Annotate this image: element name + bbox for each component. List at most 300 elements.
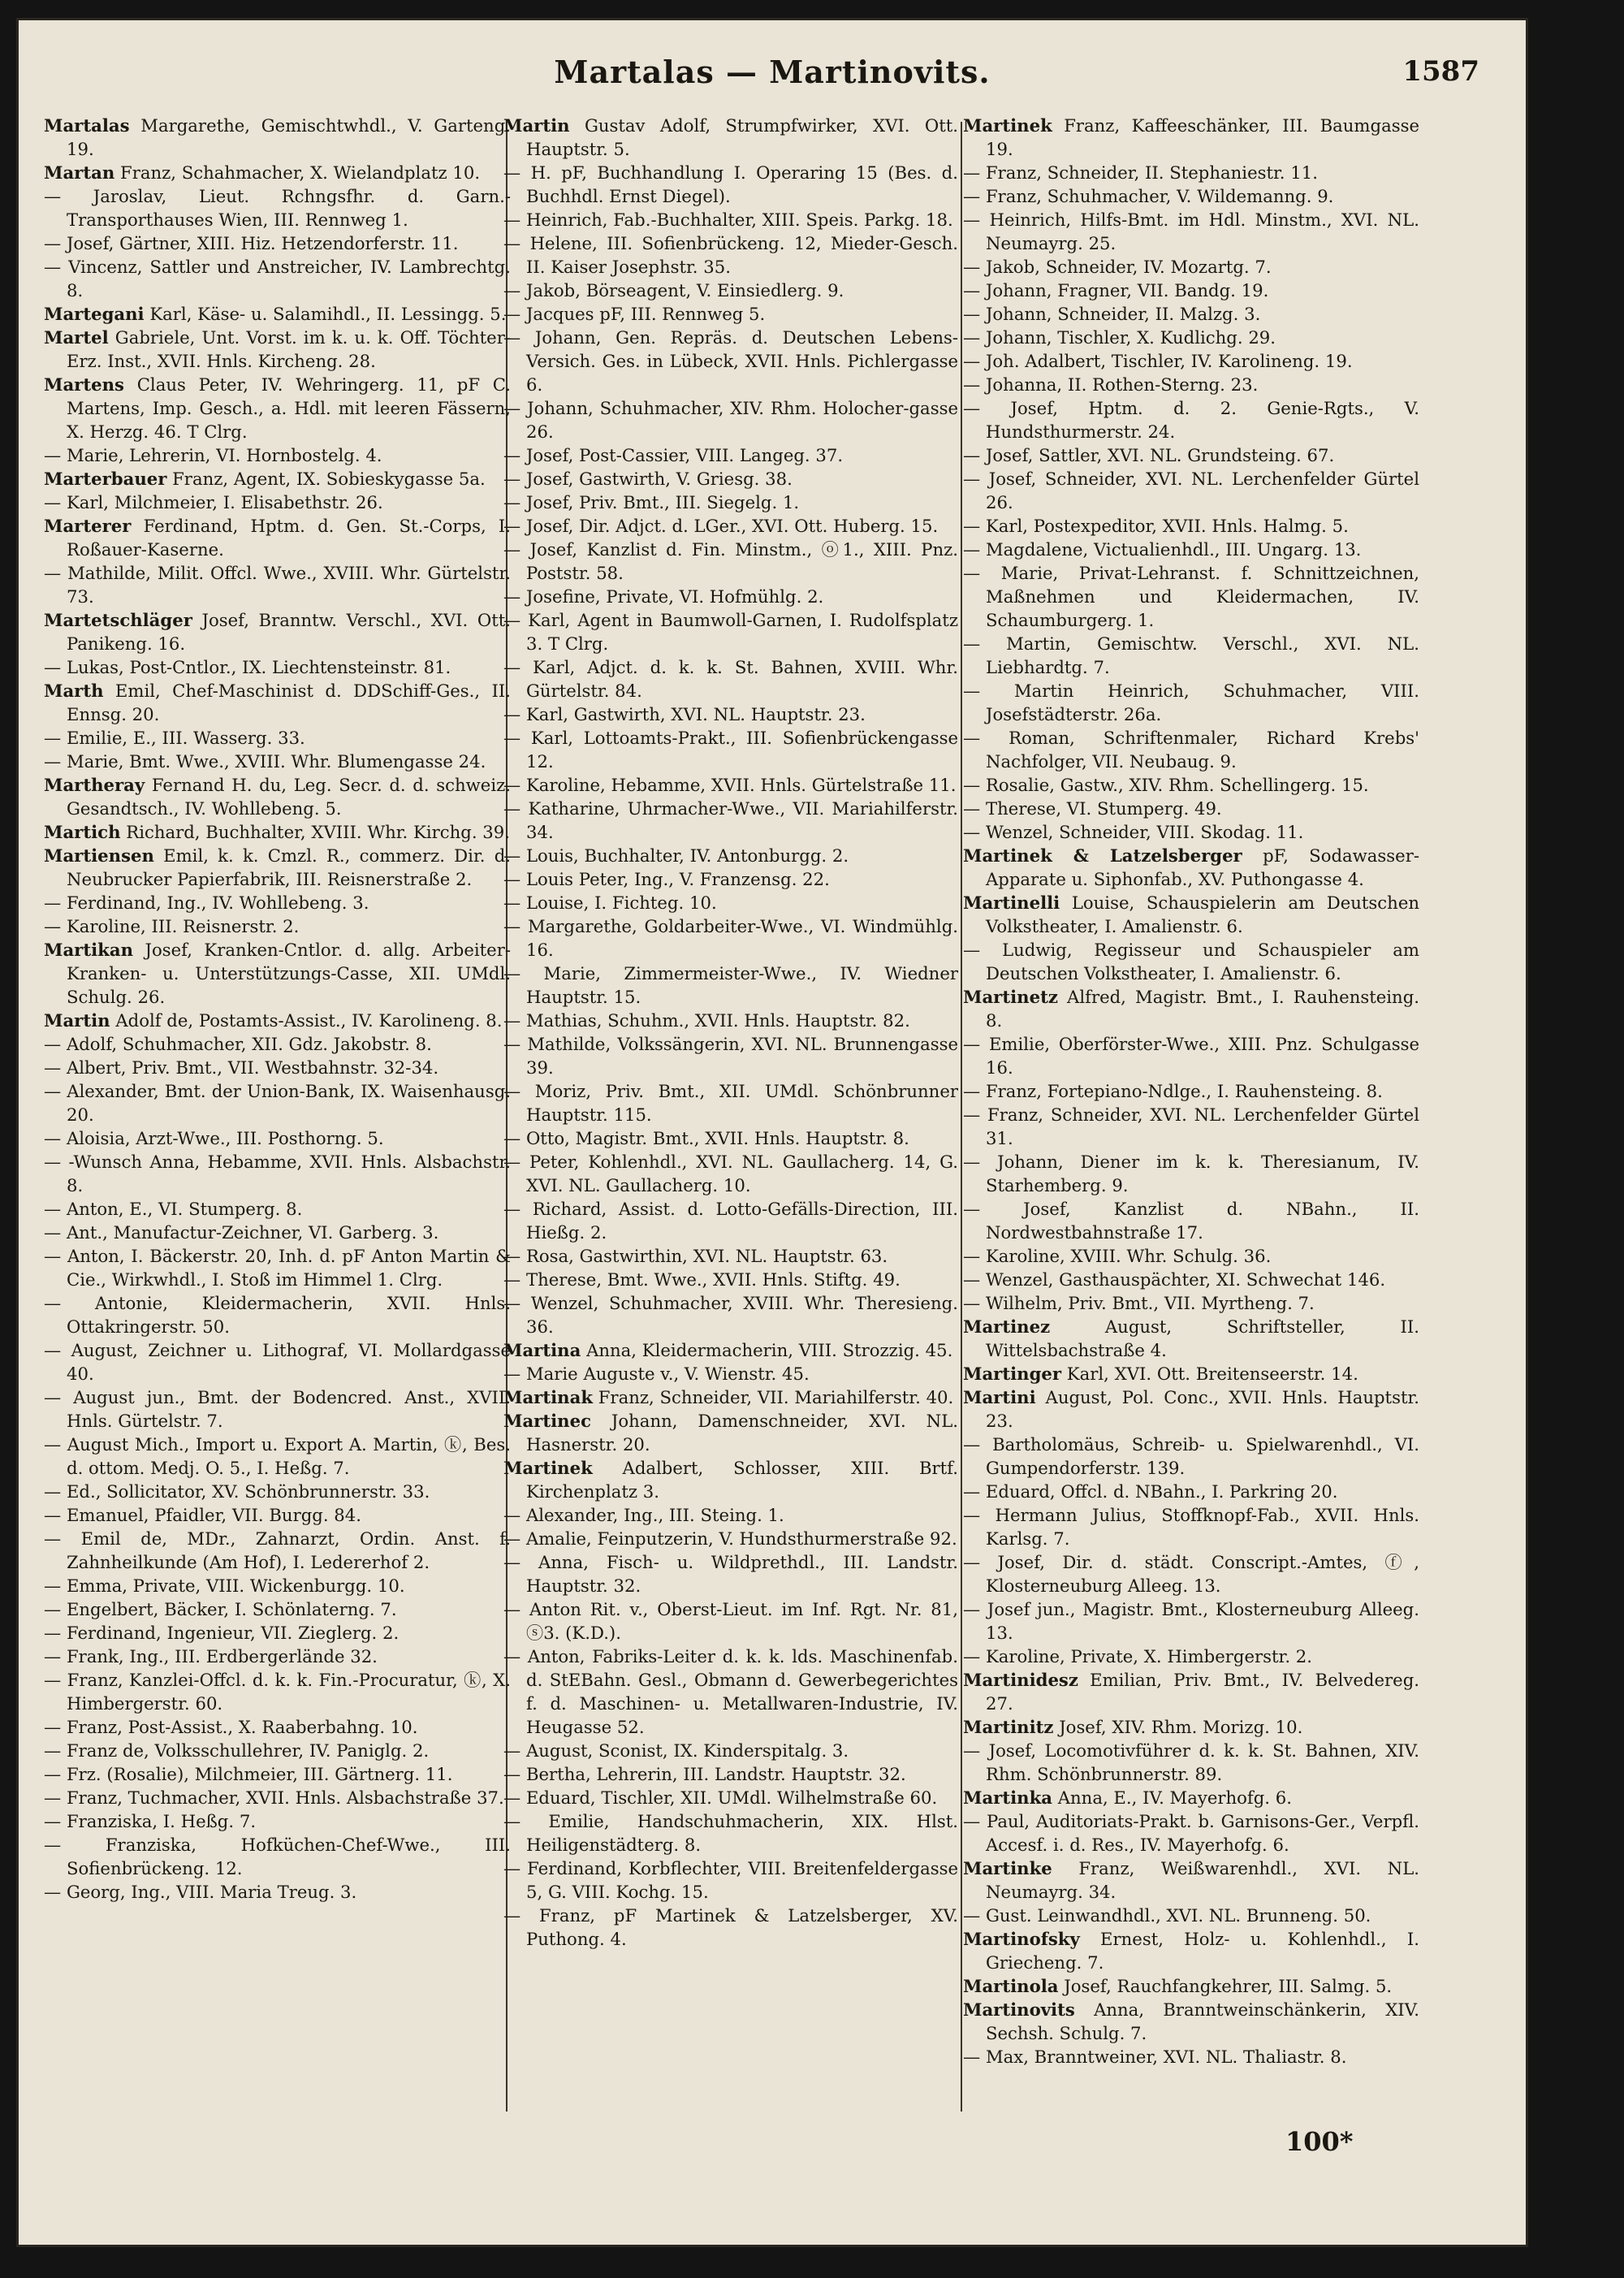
entry-text: Karl, Agent in Baumwoll-Garnen, I. Rudolfsplatz 3. T Clrg. [526, 610, 958, 654]
directory-subentry [503, 443, 958, 467]
directory-subentry [44, 1385, 511, 1433]
directory-subentry [44, 655, 511, 679]
entry-surname: Martin [44, 1010, 110, 1031]
entry-text: Franz, Schneider, VII. Mariahilferstr. 40. [593, 1387, 954, 1407]
entry-text: Moriz, Priv. Bmt., XII. UMdl. Schönbrunner Hauptstr. 115. [526, 1081, 958, 1125]
column-1 [44, 114, 511, 2128]
directory-subentry [963, 396, 1419, 443]
entry-text: Alexander, Ing., III. Steing. 1. [525, 1505, 784, 1525]
entry-text: August, Sconist, IX. Kinderspitalg. 3. [525, 1740, 849, 1761]
directory-subentry [963, 561, 1419, 632]
entry-text: Mathilde, Volkssängerin, XVI. NL. Brunnengasse 39. [526, 1034, 958, 1078]
directory-subentry [44, 1150, 511, 1197]
entry-text: Josef, Branntw. Verschl., XVI. Ott. Panikeng. 16. [67, 610, 511, 654]
directory-subentry [44, 1668, 511, 1715]
entry-surname: Martetschläger [44, 610, 192, 630]
entry-text: Emilian, Priv. Bmt., IV. Belvedereg. 27. [986, 1670, 1419, 1714]
directory-entry [503, 114, 958, 161]
entry-surname: Martan [44, 162, 115, 183]
entry-text: Karl, Adjct. d. k. k. St. Bahnen, XVIII. Whr. Gürtelstr. 84. [526, 657, 958, 701]
entry-text: Wenzel, Gasthauspächter, XI. Schwechat 146. [985, 1269, 1386, 1290]
directory-subentry [44, 1786, 511, 1809]
directory-subentry [44, 1809, 511, 1833]
directory-subentry [963, 820, 1419, 844]
entry-surname: Martinek & Latzelsberger [963, 845, 1242, 866]
directory-subentry [503, 914, 958, 962]
directory-subentry [44, 1762, 511, 1786]
directory-subentry [503, 844, 958, 867]
entry-text: August jun., Bmt. der Bodencred. Anst., XVII. Hnls. Gürtelstr. 7. [67, 1387, 511, 1431]
entry-text: Otto, Magistr. Bmt., XVII. Hnls. Hauptstr. 8. [525, 1128, 909, 1148]
entry-text: Engelbert, Bäcker, I. Schönlaterng. 7. [66, 1599, 397, 1619]
entry-text: Josef, Rauchfangkehrer, III. Salmg. 5. [1058, 1976, 1393, 1996]
entry-text: Antonie, Kleidermacherin, XVII. Hnls. Ottakringerstr. 50. [67, 1293, 511, 1337]
entry-text: Martin, Gemischtw. Verschl., XVI. NL. Liebhardtg. 7. [986, 633, 1419, 677]
directory-entry [503, 1409, 958, 1456]
entry-text: Gabriele, Unt. Vorst. im k. u. k. Off. Töchter-Erz. Inst., XVII. Hnls. Kircheng. 28. [67, 327, 511, 371]
entry-surname: Martinitz [963, 1717, 1054, 1737]
directory-entry [503, 1385, 958, 1409]
entry-text: Ludwig, Regisseur und Schauspieler am Deutschen Volkstheater, I. Amalienstr. 6. [986, 940, 1419, 983]
entry-text: Adalbert, Schlosser, XIII. Brtf. Kirchenplatz 3. [526, 1458, 958, 1502]
directory-subentry [503, 1291, 958, 1338]
directory-subentry [503, 514, 958, 538]
entry-text: Ferdinand, Ingenieur, VII. Zieglerg. 2. [66, 1623, 400, 1643]
directory-subentry [963, 1480, 1419, 1503]
entry-text: Josef, Gastwirth, V. Griesg. 38. [525, 469, 793, 489]
directory-subentry [963, 773, 1419, 797]
entry-text: Jacques pF, III. Rennweg 5. [525, 304, 766, 324]
entry-text: Johann, Schuhmacher, XIV. Rhm. Holocher-gasse 26. [526, 398, 958, 442]
entry-text: Josef, XIV. Rhm. Morizg. 10. [1053, 1717, 1303, 1737]
entry-surname: Martinak [503, 1387, 593, 1407]
entry-text: Jaroslav, Lieut. Rchngsfhr. d. Garn.-Transporthauses Wien, III. Rennweg 1. [67, 186, 511, 230]
entry-text: Anton, Fabriks-Leiter d. k. k. lds. Maschinenfab. d. StEBahn. Gesl., Obmann d. Gewerbegerichtes f. d. Maschinen- u. Metallwaren-Industrie, IV. Heugasse 52. [526, 1646, 958, 1737]
entry-text: Franz, Kanzlei-Offcl. d. k. k. Fin.-Procuratur, ⓚ, X. Himbergerstr. 60. [67, 1670, 511, 1714]
directory-subentry [503, 655, 958, 702]
entry-text: Margarethe, Gemischtwhdl., V. Garteng. 19. [67, 115, 511, 159]
directory-entry [44, 1009, 511, 1032]
entry-text: Josef, Schneider, XVI. NL. Lerchenfelder Gürtel 26. [986, 469, 1419, 512]
directory-subentry [44, 1338, 511, 1385]
entry-text: Josef, Priv. Bmt., III. Siegelg. 1. [525, 492, 800, 512]
entry-text: Bartholomäus, Schreib- u. Spielwarenhdl., VI. Gumpendorferstr. 139. [986, 1434, 1419, 1478]
directory-subentry [44, 1126, 511, 1150]
directory-entry [44, 820, 511, 844]
running-head [16, 54, 1528, 102]
directory-subentry [503, 962, 958, 1009]
entry-text: Amalie, Feinputzerin, V. Hundsthurmerstraße 92. [525, 1528, 957, 1549]
entry-text: Georg, Ing., VIII. Maria Treug. 3. [66, 1882, 357, 1902]
entry-text: Josef, Dir. d. städt. Conscript.-Amtes, ⓕ, Klosterneuburg Alleeg. 13. [986, 1552, 1419, 1596]
entry-text: Helene, III. Sofienbrückeng. 12, Mieder-Gesch. II. Kaiser Josephstr. 35. [526, 233, 958, 277]
directory-subentry [44, 231, 511, 255]
entry-text: Karoline, Private, X. Himbergerstr. 2. [985, 1646, 1313, 1666]
entry-text: Emilie, E., III. Wasserg. 33. [66, 728, 305, 748]
entry-text: August, Schriftsteller, II. Wittelsbachstraße 4. [986, 1316, 1419, 1360]
entry-surname: Marterbauer [44, 469, 167, 489]
directory-entry [963, 1974, 1419, 1998]
directory-subentry [44, 1197, 511, 1221]
entry-text: Adolf de, Postamts-Assist., IV. Karolineng. 8. [110, 1010, 503, 1031]
entry-text: Max, Branntweiner, XVI. NL. Thaliastr. 8. [985, 2047, 1347, 2067]
directory-subentry [44, 443, 511, 467]
entry-text: Bertha, Lehrerin, III. Landstr. Hauptstr. 32. [525, 1764, 906, 1784]
directory-entry [963, 1857, 1419, 1904]
entry-text: Josefine, Private, VI. Hofmühlg. 2. [525, 586, 824, 607]
directory-subentry [963, 514, 1419, 538]
directory-entry [963, 1715, 1419, 1739]
entry-text: Ant., Manufactur-Zeichner, VI. Garberg. 3. [66, 1222, 439, 1243]
entry-text: Eduard, Tischler, XII. UMdl. Wilhelmstraße 60. [525, 1787, 938, 1808]
directory-subentry [963, 632, 1419, 679]
entry-text: Jakob, Börseagent, V. Einsiedlerg. 9. [525, 280, 844, 300]
entry-text: Katharine, Uhrmacher-Wwe., VII. Mariahilferstr. 34. [526, 798, 958, 842]
directory-subentry [44, 1032, 511, 1056]
entry-text: Albert, Priv. Bmt., VII. Westbahnstr. 32-34. [66, 1057, 439, 1078]
entry-surname: Martinelli [963, 893, 1060, 913]
directory-subentry [503, 608, 958, 655]
directory-subentry [963, 679, 1419, 726]
directory-entry [44, 773, 511, 820]
column-2 [503, 114, 958, 2128]
entry-text: Josef, Hptm. d. 2. Genie-Rgts., V. Hundsthurmerstr. 24. [986, 398, 1419, 442]
directory-page [16, 18, 1528, 2247]
entry-text: Karoline, XVIII. Whr. Schulg. 36. [985, 1246, 1272, 1266]
entry-surname: Martinec [503, 1411, 591, 1431]
directory-subentry [44, 255, 511, 302]
directory-subentry [963, 538, 1419, 561]
directory-subentry [963, 255, 1419, 279]
entry-text: Marie, Zimmermeister-Wwe., IV. Wiedner Hauptstr. 15. [526, 963, 958, 1007]
directory-subentry [503, 1197, 958, 1244]
entry-text: Claus Peter, IV. Wehringerg. 11, pF C. Martens, Imp. Gesch., a. Hdl. mit leeren Fässern, X. Herzg. 46. T Clrg. [67, 374, 511, 442]
directory-subentry [963, 349, 1419, 373]
entry-text: Rosalie, Gastw., XIV. Rhm. Schellingerg. 15. [985, 775, 1369, 795]
entry-text: Marie Auguste v., V. Wienstr. 45. [525, 1364, 810, 1384]
entry-text: Martin Heinrich, Schuhmacher, VIII. Josefstädterstr. 26a. [986, 681, 1419, 724]
directory-entry [44, 514, 511, 561]
directory-subentry [963, 1809, 1419, 1857]
entry-text: Franz, Schahmacher, X. Wielandplatz 10. [114, 162, 481, 183]
directory-subentry [44, 1480, 511, 1503]
entry-surname: Martikan [44, 940, 133, 960]
directory-subentry [44, 1880, 511, 1904]
directory-entry [44, 161, 511, 184]
entry-text: Johann, Schneider, II. Malzg. 3. [985, 304, 1261, 324]
entry-text: Josef, Kanzlist d. NBahn., II. Nordwestbahnstraße 17. [986, 1199, 1419, 1243]
entry-text: Josef, Post-Cassier, VIII. Langeg. 37. [525, 445, 844, 465]
entry-text: Johann, Fragner, VII. Bandg. 19. [985, 280, 1269, 300]
directory-subentry [503, 1362, 958, 1385]
directory-subentry [503, 302, 958, 326]
entry-text: Lukas, Post-Cntlor., IX. Liechtensteinstr. 81. [66, 657, 451, 677]
directory-subentry [963, 938, 1419, 985]
entry-text: Karl, Milchmeier, I. Elisabethstr. 26. [66, 492, 383, 512]
entry-text: Aloisia, Arzt-Wwe., III. Posthorng. 5. [66, 1128, 384, 1148]
entry-text: Franz, Kaffeeschänker, III. Baumgasse 19. [986, 115, 1419, 159]
entry-text: Eduard, Offcl. d. NBahn., I. Parkring 20. [985, 1481, 1338, 1502]
entry-text: Josef jun., Magistr. Bmt., Klosterneuburg Alleeg. 13. [986, 1599, 1419, 1643]
entry-text: Franz, Post-Assist., X. Raaberbahng. 10. [66, 1717, 418, 1737]
entry-text: Franz, Schneider, II. Stephaniestr. 11. [985, 162, 1318, 183]
entry-surname: Martinola [963, 1976, 1059, 1996]
directory-subentry [963, 1197, 1419, 1244]
entry-surname: Martalas [44, 115, 130, 136]
directory-subentry [503, 538, 958, 585]
directory-subentry [503, 726, 958, 773]
entry-text: Louise, Schauspielerin am Deutschen Volkstheater, I. Amalienstr. 6. [986, 893, 1419, 936]
entry-surname: Martheray [44, 775, 145, 795]
entry-surname: Martiensen [44, 845, 154, 866]
entry-text: Johann, Gen. Repräs. d. Deutschen Lebens-Versich. Ges. in Lübeck, XVII. Hnls. Pichlergasse 6. [526, 327, 958, 395]
entry-text: Ferdinand, Ing., IV. Wohllebeng. 3. [66, 893, 369, 913]
directory-subentry [963, 1904, 1419, 1927]
directory-subentry [963, 1244, 1419, 1268]
directory-subentry [503, 585, 958, 608]
directory-subentry [503, 1009, 958, 1032]
entry-text: Mathias, Schuhm., XVII. Hnls. Hauptstr. 82. [525, 1010, 910, 1031]
directory-subentry [963, 1291, 1419, 1315]
directory-entry [44, 938, 511, 1009]
entry-text: Franz, Agent, IX. Sobieskygasse 5a. [166, 469, 486, 489]
directory-subentry [963, 1079, 1419, 1103]
directory-entry [963, 844, 1419, 891]
directory-subentry [44, 1715, 511, 1739]
directory-subentry [963, 1503, 1419, 1550]
directory-subentry [503, 491, 958, 514]
entry-text: Johann, Diener im k. k. Theresianum, IV. Starhemberg. 9. [986, 1152, 1419, 1195]
entry-text: -Wunsch Anna, Hebamme, XVII. Hnls. Alsbachstr. 8. [67, 1152, 511, 1195]
directory-subentry [963, 373, 1419, 396]
entry-text: Anna, E., IV. Mayerhofg. 6. [1052, 1787, 1292, 1808]
directory-entry [963, 985, 1419, 1032]
directory-entry [44, 326, 511, 373]
entry-text: Frz. (Rosalie), Milchmeier, III. Gärtnerg. 11. [66, 1764, 453, 1784]
entry-text: Karl, Gastwirth, XVI. NL. Hauptstr. 23. [525, 704, 866, 724]
entry-surname: Martinka [963, 1787, 1052, 1808]
entry-text: Josef, Kanzlist d. Fin. Minstm., ⓞ1., XIII. Pnz. Poststr. 58. [526, 539, 958, 583]
directory-subentry [963, 467, 1419, 514]
entry-text: Vincenz, Sattler und Anstreicher, IV. Lambrechtg. 8. [67, 257, 511, 300]
entry-text: Karl, Käse- u. Salamihdl., II. Lessingg. 5. [144, 304, 507, 324]
directory-subentry [963, 302, 1419, 326]
directory-subentry [503, 231, 958, 279]
directory-entry [963, 1927, 1419, 1974]
entry-text: Ferdinand, Korbflechter, VIII. Breitenfeldergasse 5, G. VIII. Kochg. 15. [526, 1858, 958, 1902]
entry-surname: Martegani [44, 304, 145, 324]
directory-subentry [44, 750, 511, 773]
entry-text: Margarethe, Goldarbeiter-Wwe., VI. Windmühlg. 16. [526, 916, 958, 960]
directory-subentry [44, 1645, 511, 1668]
entry-text: Wenzel, Schneider, VIII. Skodag. 11. [985, 822, 1304, 842]
directory-subentry [503, 773, 958, 797]
directory-subentry [44, 1221, 511, 1244]
directory-subentry [963, 1103, 1419, 1150]
directory-subentry [963, 797, 1419, 820]
directory-subentry [503, 1550, 958, 1597]
entry-text: Emilie, Oberförster-Wwe., XIII. Pnz. Schulgasse 16. [986, 1034, 1419, 1078]
directory-subentry [963, 1032, 1419, 1079]
entry-text: Franz, pF Martinek & Latzelsberger, XV. Puthong. 4. [526, 1905, 958, 1949]
entry-text: Emil, Chef-Maschinist d. DDSchiff-Ges., II. Ennsg. 20. [67, 681, 511, 724]
entry-text: Johanna, II. Rothen-Sterng. 23. [985, 374, 1259, 395]
entry-text: Ernest, Holz- u. Kohlenhdl., I. Griecheng. 7. [986, 1929, 1419, 1973]
entry-text: Anton, I. Bäckerstr. 20, Inh. d. pF Anton Martin & Cie., Wirkwhdl., I. Stoß im Himmel 1. Clrg. [67, 1246, 511, 1290]
directory-subentry [44, 1433, 511, 1480]
directory-subentry [503, 326, 958, 396]
entry-text: Anna, Kleidermacherin, VIII. Strozzig. 45. [581, 1340, 953, 1360]
entry-text: Richard, Buchhalter, XVIII. Whr. Kirchg. 39. [120, 822, 510, 842]
entry-text: Emil de, MDr., Zahnarzt, Ordin. Anst. f. Zahnheilkunde (Am Hof), I. Ledererhof 2. [67, 1528, 511, 1572]
directory-subentry [44, 726, 511, 750]
entry-text: Heinrich, Fab.-Buchhalter, XIII. Speis. Parkg. 18. [525, 210, 953, 230]
directory-subentry [963, 279, 1419, 302]
directory-subentry [503, 1032, 958, 1079]
entry-text: August, Zeichner u. Lithograf, VI. Mollardgasse 40. [67, 1340, 511, 1384]
entry-surname: Martini [963, 1387, 1036, 1407]
directory-subentry [503, 467, 958, 491]
entry-text: Adolf, Schuhmacher, XII. Gdz. Jakobstr. 8. [66, 1034, 432, 1054]
entry-text: August, Pol. Conc., XVII. Hnls. Hauptstr. 23. [986, 1387, 1419, 1431]
directory-subentry [44, 891, 511, 914]
entry-text: Marie, Privat-Lehranst. f. Schnittzeichnen, Maßnehmen und Kleidermachen, IV. Schaumburgerg. 1. [986, 563, 1419, 630]
entry-surname: Martinidesz [963, 1670, 1078, 1690]
entry-text: Karoline, III. Reisnerstr. 2. [66, 916, 300, 936]
entry-text: Emma, Private, VIII. Wickenburgg. 10. [66, 1576, 405, 1596]
directory-subentry [503, 702, 958, 726]
directory-subentry [503, 396, 958, 443]
directory-subentry [503, 1079, 958, 1126]
directory-subentry [963, 1597, 1419, 1645]
directory-entry [963, 891, 1419, 938]
entry-text: Josef, Kranken-Cntlor. d. allg. Arbeiter-Kranken- u. Unterstützungs-Casse, XII. UMdl. Schulg. 26. [67, 940, 511, 1007]
entry-text: Hermann Julius, Stoffknopf-Fab., XVII. Hnls. Karlsg. 7. [986, 1505, 1419, 1549]
directory-subentry [503, 1527, 958, 1550]
directory-entry [963, 1786, 1419, 1809]
directory-entry [963, 1385, 1419, 1433]
directory-subentry [503, 1597, 958, 1645]
directory-subentry [44, 1503, 511, 1527]
directory-subentry [503, 161, 958, 208]
entry-text: Marie, Lehrerin, VI. Hornbostelg. 4. [66, 445, 382, 465]
entry-text: Richard, Assist. d. Lotto-Gefälls-Direction, III. Hießg. 2. [526, 1199, 958, 1243]
entry-surname: Martin [503, 115, 570, 136]
directory-entry [963, 1998, 1419, 2045]
entry-text: Karl, XVI. Ott. Breitenseerstr. 14. [1061, 1364, 1358, 1384]
directory-subentry [503, 797, 958, 844]
entry-text: Franziska, I. Heßg. 7. [66, 1811, 257, 1831]
directory-entry [44, 844, 511, 891]
entry-text: Ed., Sollicitator, XV. Schönbrunnerstr. 33. [66, 1481, 430, 1502]
directory-entry [44, 608, 511, 655]
entry-text: Johann, Damenschneider, XVI. NL. Hasnerstr. 20. [526, 1411, 958, 1455]
entry-text: Gustav Adolf, Strumpfwirker, XVI. Ott. Hauptstr. 5. [526, 115, 958, 159]
directory-subentry [963, 1433, 1419, 1480]
entry-text: Johann, Tischler, X. Kudlichg. 29. [985, 327, 1276, 348]
directory-subentry [503, 891, 958, 914]
directory-subentry [44, 1527, 511, 1574]
entry-text: Therese, VI. Stumperg. 49. [985, 798, 1222, 819]
directory-subentry [44, 184, 511, 231]
directory-subentry [963, 1550, 1419, 1597]
directory-subentry [503, 1762, 958, 1786]
directory-subentry [44, 1056, 511, 1079]
column-3 [963, 114, 1419, 2128]
sheet-signature: 100* [1285, 2126, 1354, 2157]
entry-text: Anton, E., VI. Stumperg. 8. [66, 1199, 303, 1219]
entry-text: Magdalene, Victualienhdl., III. Ungarg. 13. [985, 539, 1362, 560]
directory-subentry [963, 208, 1419, 255]
entry-surname: Martinovits [963, 1999, 1075, 2020]
entry-surname: Martel [44, 327, 109, 348]
directory-subentry [503, 1244, 958, 1268]
entry-text: Rosa, Gastwirthin, XVI. NL. Hauptstr. 63. [525, 1246, 888, 1266]
entry-text: Heinrich, Hilfs-Bmt. im Hdl. Minstm., XVI. NL. Neumayrg. 25. [986, 210, 1419, 253]
entry-text: Marie, Bmt. Wwe., XVIII. Whr. Blumengasse 24. [66, 751, 486, 772]
directory-subentry [503, 1739, 958, 1762]
entry-text: Louis Peter, Ing., V. Franzensg. 22. [525, 869, 830, 889]
entry-surname: Martinek [963, 115, 1052, 136]
entry-text: Josef, Sattler, XVI. NL. Grundsteing. 67. [985, 445, 1335, 465]
entry-text: Emanuel, Pfaidler, VII. Burgg. 84. [66, 1505, 361, 1525]
entry-text: Franz, Schneider, XVI. NL. Lerchenfelder Gürtel 31. [986, 1104, 1419, 1148]
entry-text: pF, Sodawasser-Apparate u. Siphonfab., XV. Puthongasse 4. [986, 845, 1419, 889]
entry-text: August Mich., Import u. Export A. Martin, ⓚ, Bes. d. ottom. Medj. O. 5., I. Heßg. 7. [67, 1434, 511, 1478]
entry-text: Karoline, Hebamme, XVII. Hnls. Gürtelstraße 11. [525, 775, 957, 795]
entry-text: Franz de, Volksschullehrer, IV. Paniglg. 2. [66, 1740, 430, 1761]
directory-entry [963, 1315, 1419, 1362]
entry-surname: Marterer [44, 516, 132, 536]
directory-subentry [963, 161, 1419, 184]
directory-subentry [44, 491, 511, 514]
entry-text: Fernand H. du, Leg. Secr. d. d. schweiz. Gesandtsch., IV. Wohllebeng. 5. [67, 775, 511, 819]
directory-entry [503, 1456, 958, 1503]
directory-subentry [44, 1739, 511, 1762]
entry-text: Karl, Lottoamts-Prakt., III. Sofienbrückengasse 12. [526, 728, 958, 772]
entry-surname: Martens [44, 374, 124, 395]
entry-text: Josef, Gärtner, XIII. Hiz. Hetzendorferstr. 11. [66, 233, 459, 253]
entry-surname: Martinek [503, 1458, 593, 1478]
entry-text: Franz, Tuchmacher, XVII. Hnls. Alsbachstraße 37. [66, 1787, 504, 1808]
directory-subentry [503, 1645, 958, 1739]
directory-subentry [503, 1809, 958, 1857]
directory-subentry [44, 561, 511, 608]
directory-subentry [44, 914, 511, 938]
entry-text: Gust. Leinwandhdl., XVI. NL. Brunneng. 50. [985, 1905, 1371, 1926]
directory-subentry [503, 1503, 958, 1527]
entry-text: Josef, Dir. Adjct. d. LGer., XVI. Ott. Huberg. 15. [525, 516, 939, 536]
directory-entry [963, 114, 1419, 161]
directory-subentry [963, 443, 1419, 467]
directory-subentry [503, 279, 958, 302]
entry-text: Franz, Weißwarenhdl., XVI. NL. Neumayrg. 34. [986, 1858, 1419, 1902]
entry-text: Louise, I. Fichteg. 10. [525, 893, 717, 913]
entry-surname: Martich [44, 822, 121, 842]
entry-text: Louis, Buchhalter, IV. Antonburgg. 2. [525, 845, 849, 866]
directory-subentry [44, 1079, 511, 1126]
entry-surname: Martina [503, 1340, 581, 1360]
directory-subentry [503, 1150, 958, 1197]
directory-entry [44, 373, 511, 443]
entry-text: Mathilde, Milit. Offcl. Wwe., XVIII. Whr. Gürtelstr. 73. [67, 563, 511, 607]
directory-subentry [963, 1645, 1419, 1668]
entry-text: Anna, Branntweinschänkerin, XIV. Sechsh. Schulg. 7. [986, 1999, 1419, 2043]
directory-subentry [963, 1150, 1419, 1197]
directory-subentry [44, 1597, 511, 1621]
directory-subentry [963, 1739, 1419, 1786]
directory-subentry [503, 867, 958, 891]
